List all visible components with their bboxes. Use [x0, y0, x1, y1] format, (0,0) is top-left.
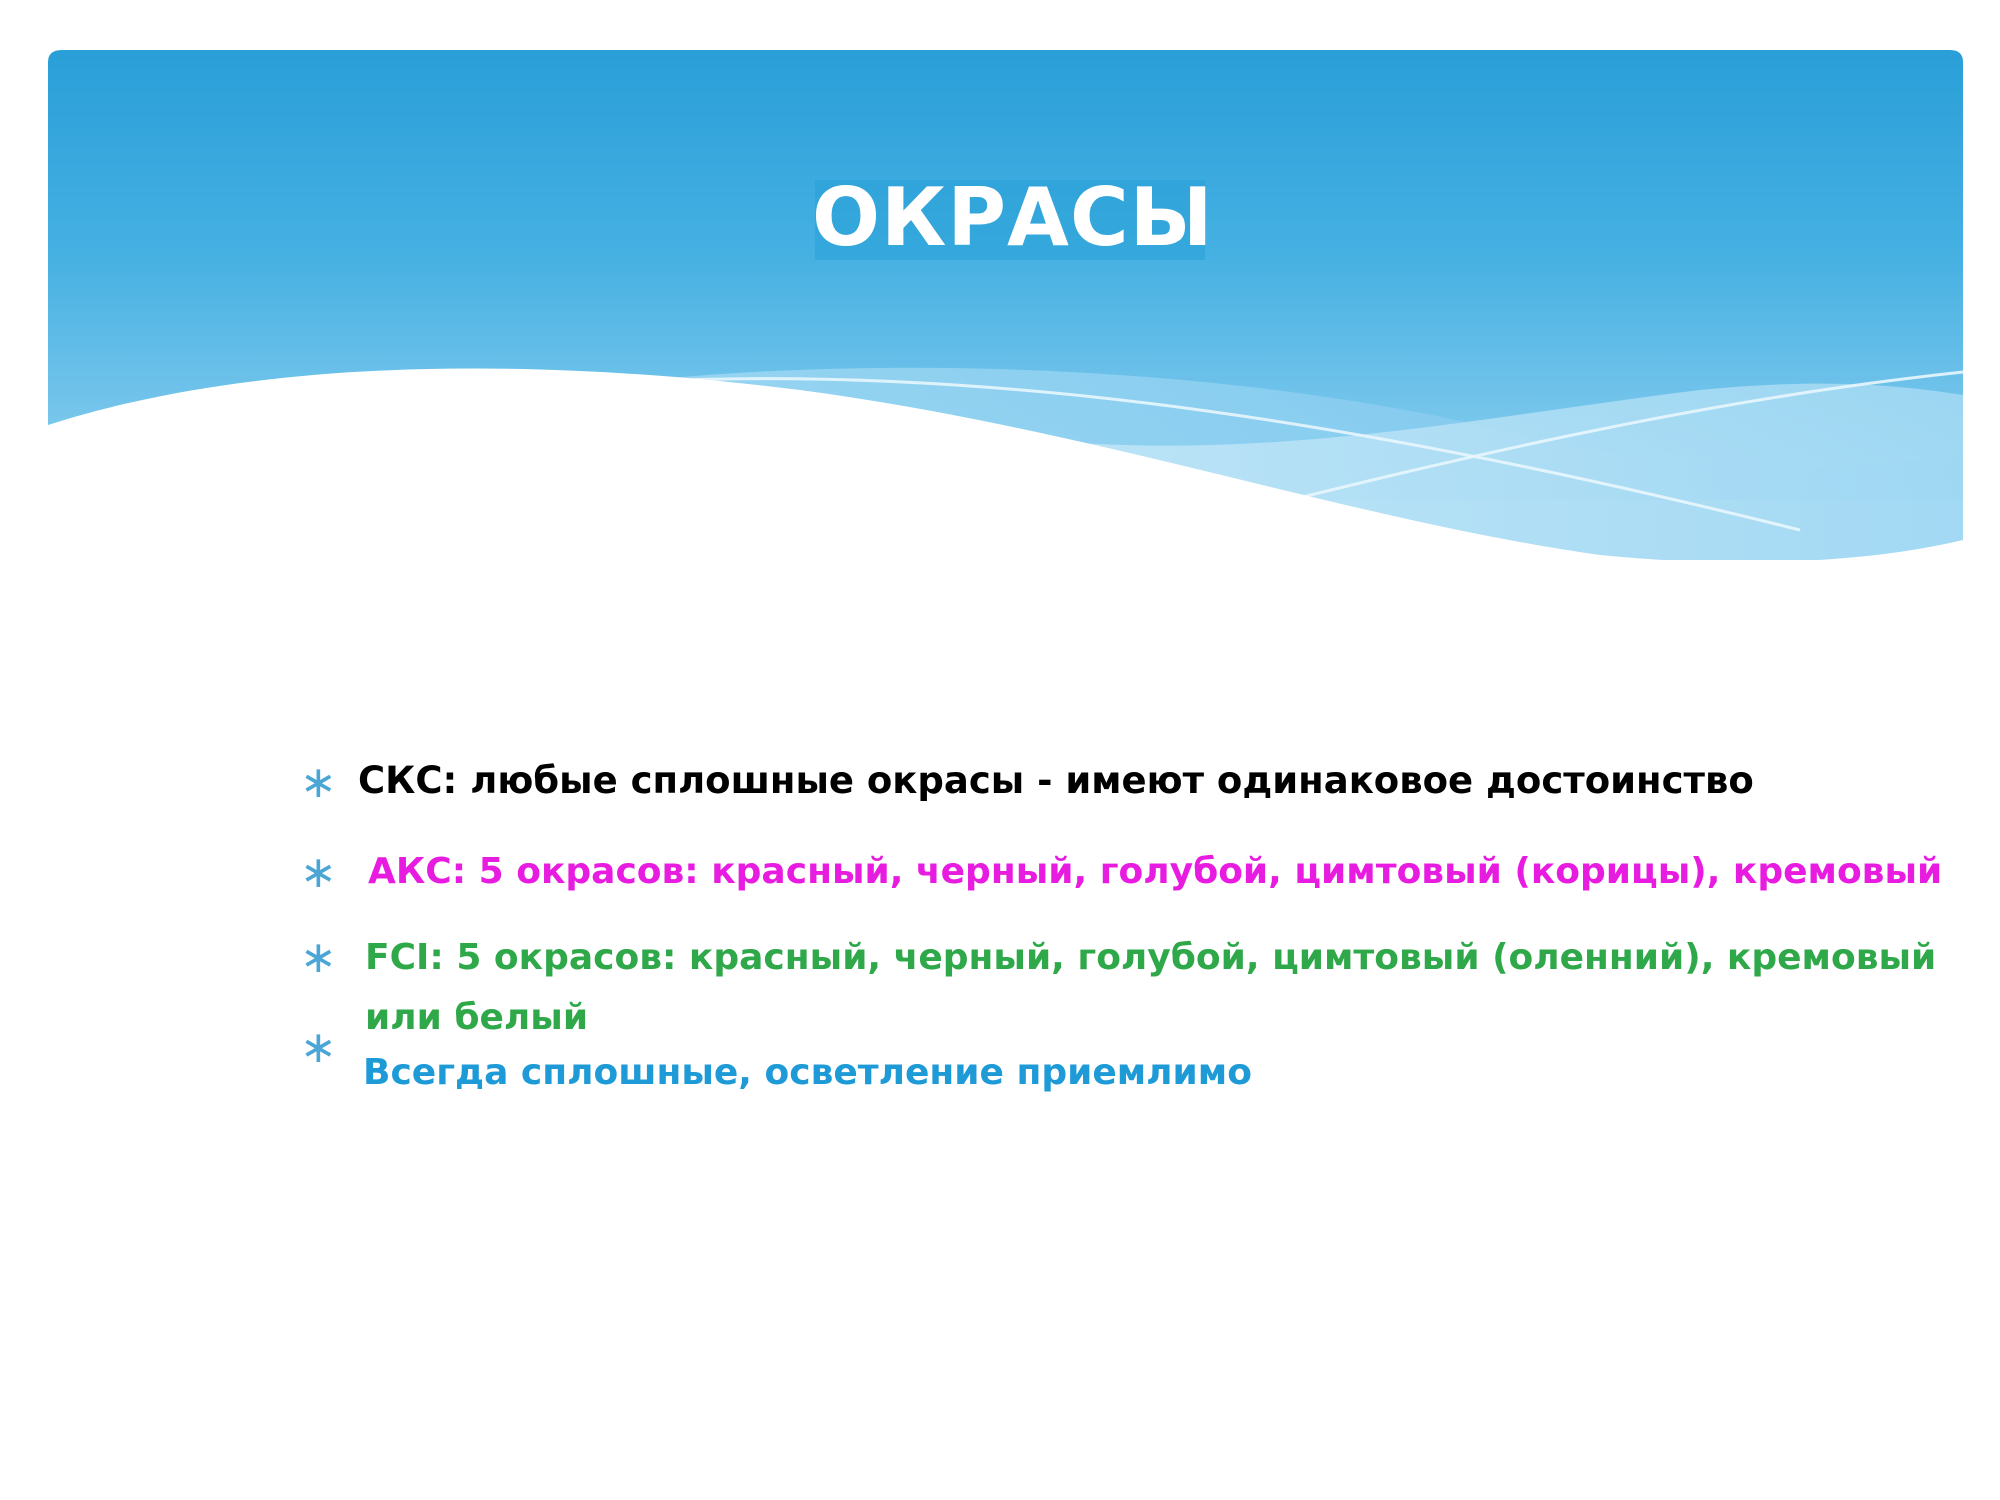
bullet-text-always-solid: Всегда сплошные, осветление приемлимо [363, 1052, 1252, 1093]
asterisk-icon: ∗ [300, 757, 337, 808]
slide-title: ОКРАСЫ [812, 171, 1214, 264]
bullet-text-sks: СКС: любые сплошные окрасы - имеют одинаковое достоинство [358, 759, 1754, 802]
bullet-text-fci-line1: FCI: 5 окрасов: красный, черный, голубой, цимтовый (оленний), кремовый [365, 937, 1937, 978]
bullet-text-fci-line2: или белый [365, 997, 589, 1038]
asterisk-icon: ∗ [300, 847, 337, 898]
bullet-text-aks: АКС: 5 окрасов: красный, черный, голубой, цимтовый (корицы), кремовый [368, 851, 1943, 892]
asterisk-icon: ∗ [300, 932, 337, 983]
asterisk-icon: ∗ [300, 1022, 337, 1073]
